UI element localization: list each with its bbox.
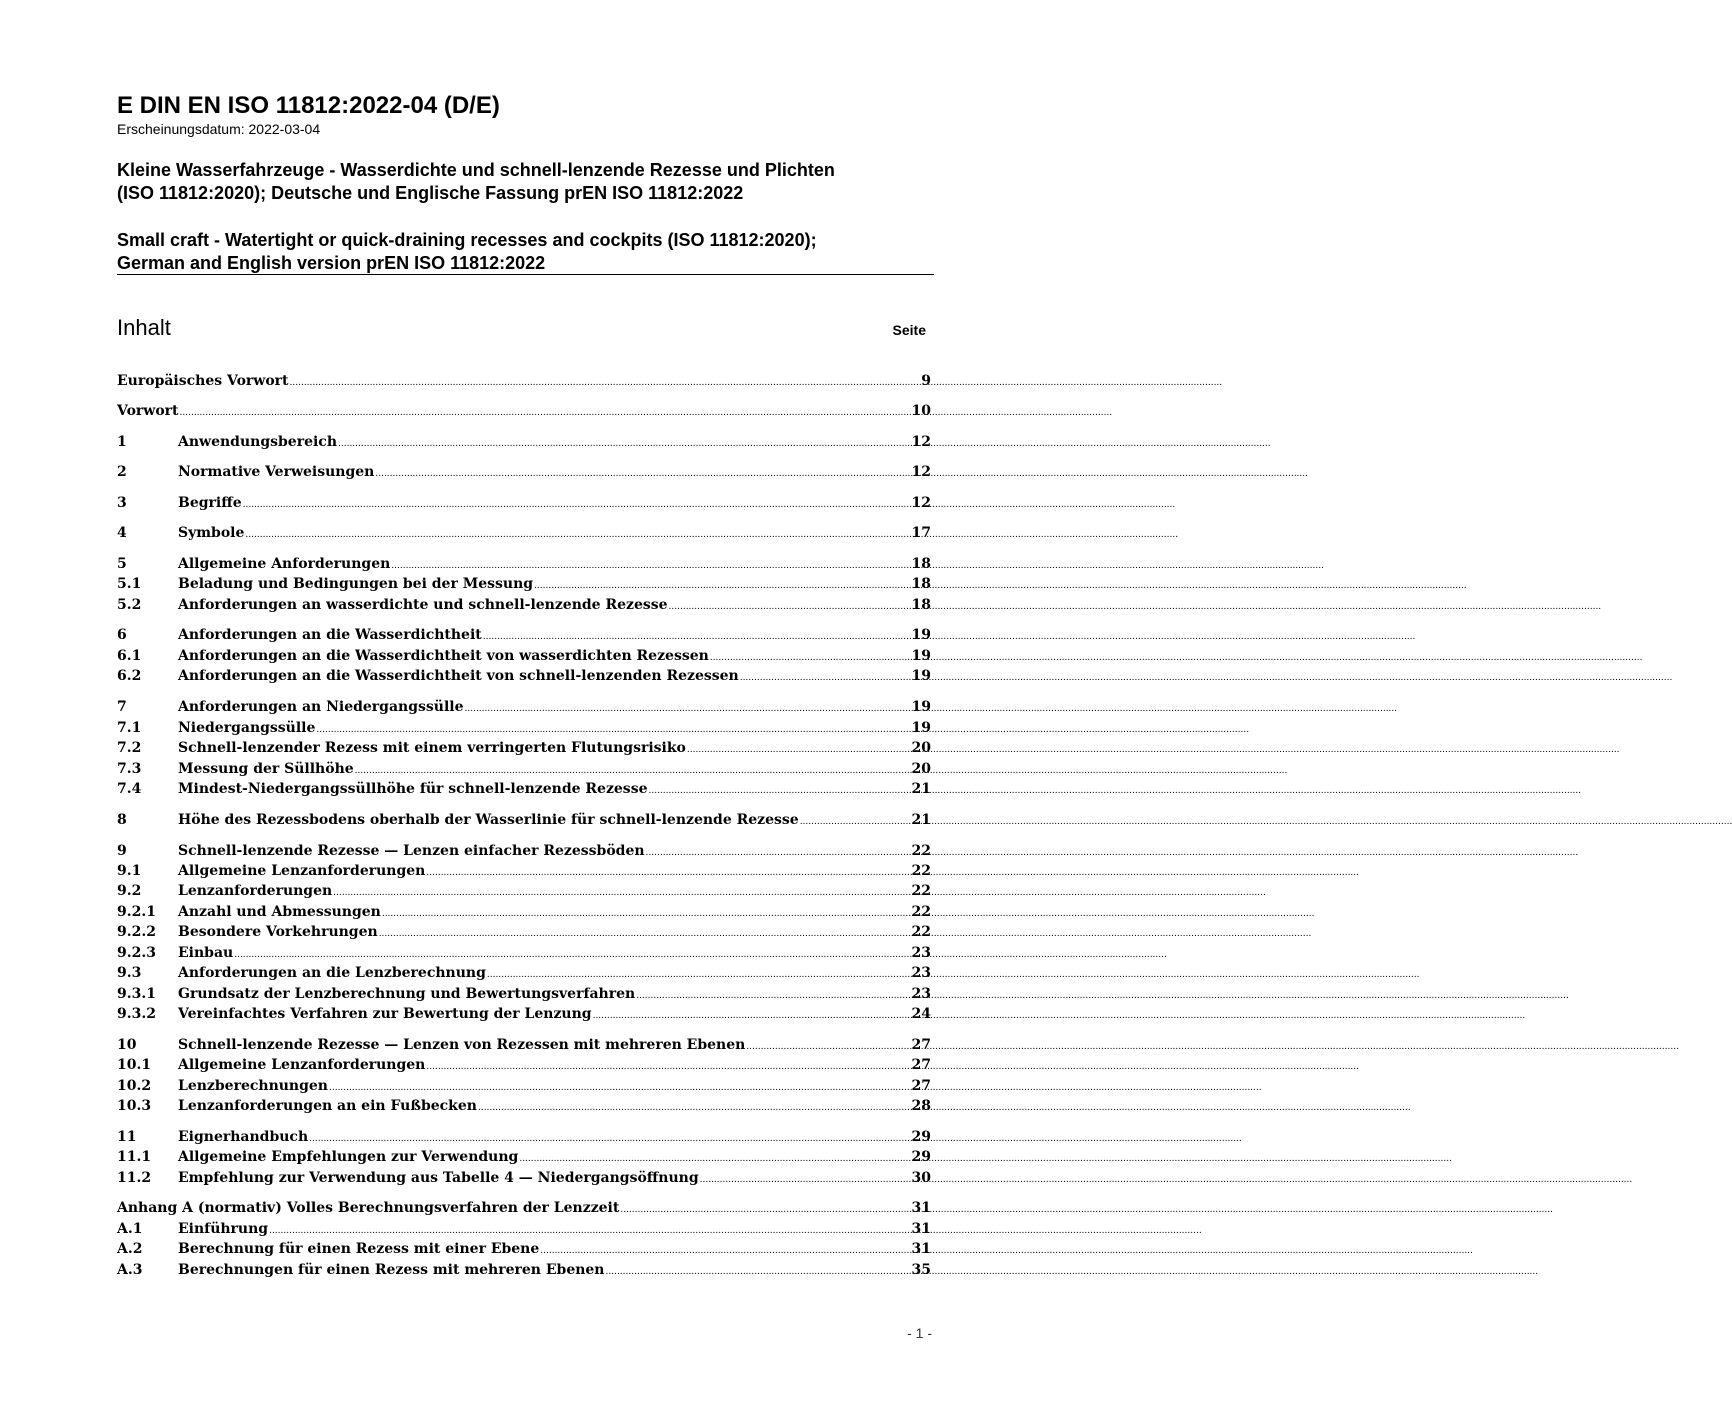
toc-entry-number: 11.2	[117, 1170, 152, 1186]
toc-entry[interactable]	[117, 666, 931, 686]
toc-entry-page: 22	[911, 843, 931, 859]
toc-entry-title: Empfehlung zur Verwendung aus Tabelle 4 — Niedergangsöffnung	[178, 1170, 699, 1186]
toc-entry-number: 9.3.2	[117, 1006, 156, 1022]
toc-dot-leader	[636, 984, 910, 1006]
toc-entry[interactable]	[117, 523, 931, 543]
toc-entry[interactable]	[117, 779, 931, 799]
toc-entry[interactable]	[117, 462, 931, 482]
toc-entry-page: 22	[911, 883, 931, 899]
toc-entry-page: 23	[911, 986, 931, 1002]
toc-entry[interactable]	[117, 493, 931, 513]
title-english-line: German and English version prEN ISO 11812:2022	[117, 253, 546, 273]
toc-entry-title: Anzahl und Abmessungen	[178, 904, 381, 920]
toc-entry-number: 10.3	[117, 1098, 152, 1114]
toc-entry-page: 27	[911, 1037, 931, 1053]
toc-dot-leader	[243, 493, 911, 515]
toc-entry-page: 27	[911, 1057, 931, 1073]
toc-entry-title: Besondere Vorkehrungen	[178, 924, 378, 940]
toc-entry-page: 20	[911, 740, 931, 756]
toc-dot-leader	[700, 1168, 911, 1190]
toc-entry-title: Allgemeine Empfehlungen zur Verwendung	[178, 1149, 519, 1165]
toc-entry-page: 17	[911, 525, 931, 541]
toc-entry-page: 29	[911, 1149, 931, 1165]
toc-entry-title: Einbau	[178, 945, 234, 961]
toc-entry-page: 31	[911, 1221, 931, 1237]
toc-dot-leader	[333, 881, 910, 903]
toc-entry[interactable]	[117, 595, 931, 615]
toc-entry-page: 12	[911, 434, 931, 450]
toc-entry-page: 31	[911, 1241, 931, 1257]
toc-entry-title: Allgemeine Lenzanforderungen	[178, 1057, 426, 1073]
title-german-line: (ISO 11812:2020); Deutsche und Englische Fassung prEN ISO 11812:2022	[117, 183, 744, 203]
toc-dot-leader	[338, 432, 911, 454]
toc-entry-title: Beladung und Bedingungen bei der Messung	[178, 576, 534, 592]
title-german-line: Kleine Wasserfahrzeuge - Wasserdichte und schnell-lenzende Rezesse und Plichten	[117, 160, 835, 180]
toc-entry-title: Mindest-Niedergangssüllhöhe für schnell-lenzende Rezesse	[178, 781, 648, 797]
toc-entry[interactable]	[117, 697, 931, 717]
toc-entry-number: 9.2.3	[117, 945, 156, 961]
toc-entry-page: 27	[911, 1078, 931, 1094]
toc-entry-title: Lenzanforderungen	[178, 883, 333, 899]
toc-dot-leader	[648, 779, 910, 801]
toc-entry[interactable]	[117, 1260, 931, 1280]
toc-entry-page: 19	[911, 699, 931, 715]
toc-dot-leader	[593, 1004, 911, 1026]
title-english	[117, 229, 937, 275]
title-english-line: Small craft - Watertight or quick-draining recesses and cockpits (ISO 11812:2020);	[117, 230, 817, 250]
toc-entry-number: 8	[117, 812, 127, 828]
toc-dot-leader	[379, 922, 911, 944]
toc-entry-title: Allgemeine Lenzanforderungen	[178, 863, 426, 879]
toc-entry[interactable]	[117, 1076, 931, 1096]
toc-entry[interactable]	[117, 574, 931, 594]
toc-entry-title: Lenzberechnungen	[178, 1078, 328, 1094]
toc-entry-title: Anwendungsbereich	[178, 434, 337, 450]
toc-entry[interactable]	[117, 1035, 931, 1055]
toc-entry-title: Anforderungen an wasserdichte und schnell-lenzende Rezesse	[178, 597, 668, 613]
toc-entry-title: Anforderungen an die Wasserdichtheit	[178, 627, 482, 643]
toc-entry[interactable]	[117, 401, 931, 421]
toc-entry-title: Schnell-lenzende Rezesse — Lenzen von Rezessen mit mehreren Ebenen	[178, 1037, 746, 1053]
toc-entry-page: 18	[911, 576, 931, 592]
toc-entry-title: Schnell-lenzende Rezesse — Lenzen einfacher Rezessböden	[178, 843, 645, 859]
toc-entry-page: 21	[911, 781, 931, 797]
toc-entry-page: 19	[911, 648, 931, 664]
toc-entry-number: 9.2.2	[117, 924, 156, 940]
toc-dot-leader	[620, 1198, 910, 1220]
toc-dot-leader	[234, 943, 910, 965]
toc-entry[interactable]	[117, 861, 931, 881]
toc-entry-number: Vorwort	[117, 403, 179, 419]
toc-dot-leader	[746, 1035, 910, 1057]
toc-entry-number: 7.3	[117, 761, 142, 777]
toc-dot-leader	[391, 554, 910, 576]
toc-entry-title: Höhe des Rezessbodens oberhalb der Wasserlinie für schnell-lenzende Rezesse	[178, 812, 799, 828]
toc-entry-number: 5	[117, 556, 127, 572]
toc-entry-number: 7.1	[117, 720, 142, 736]
toc-entry-title: Vereinfachtes Verfahren zur Bewertung der Lenzung	[178, 1006, 592, 1022]
toc-dot-leader	[534, 574, 910, 596]
toc-entry-title: Messung der Süllhöhe	[178, 761, 354, 777]
toc-entry[interactable]	[117, 1239, 931, 1259]
toc-entry-number: 11.1	[117, 1149, 152, 1165]
toc-entry-title: Einführung	[178, 1221, 269, 1237]
toc-dot-leader	[355, 759, 911, 781]
publication-date: Erscheinungsdatum: 2022-03-04	[117, 121, 321, 137]
toc-entry-title: Grundsatz der Lenzberechnung und Bewertungsverfahren	[178, 986, 636, 1002]
toc-entry-number: 4	[117, 525, 127, 541]
toc-entry-number: 2	[117, 464, 127, 480]
toc-entry[interactable]	[117, 1004, 931, 1024]
footer-page-number: - 1 -	[907, 1325, 932, 1341]
toc-dot-leader	[465, 697, 911, 719]
toc-entry-title: Anforderungen an die Lenzberechnung	[178, 965, 486, 981]
toc-entry-page: 19	[911, 668, 931, 684]
toc-entry[interactable]	[117, 625, 931, 645]
toc-entry-title: Niedergangssülle	[178, 720, 316, 736]
document-id: E DIN EN ISO 11812:2022-04 (D/E)	[117, 92, 500, 119]
toc-entry-number: 9.2.1	[117, 904, 156, 920]
toc-entry[interactable]	[117, 371, 931, 391]
toc-entry[interactable]	[117, 1219, 931, 1239]
toc-entry-number: 6.1	[117, 648, 142, 664]
toc-entry-page: 9	[921, 373, 931, 389]
toc-entry-number: 11	[117, 1129, 137, 1145]
toc-entry-number: 7	[117, 699, 127, 715]
title-german	[117, 159, 937, 205]
toc-entry[interactable]	[117, 922, 931, 942]
toc-entry[interactable]	[117, 1147, 931, 1167]
toc-dot-leader	[478, 1096, 911, 1118]
toc-entry[interactable]	[117, 738, 931, 758]
toc-entry-number: 9	[117, 843, 127, 859]
toc-entry-number: 6.2	[117, 668, 142, 684]
toc-entry-number: A.3	[117, 1262, 143, 1278]
toc-entry-number: 7.2	[117, 740, 142, 756]
toc-entry-page: 23	[911, 945, 931, 961]
toc-entry-number: 1	[117, 434, 127, 450]
toc-entry[interactable]	[117, 554, 931, 574]
toc-dot-leader	[687, 738, 911, 760]
toc-entry-number: A.2	[117, 1241, 143, 1257]
toc-entry[interactable]	[117, 841, 931, 861]
toc-dot-leader	[483, 625, 911, 647]
toc-entry-page: 24	[911, 1006, 931, 1022]
toc-entry-page: 22	[911, 924, 931, 940]
toc-heading: Inhalt	[117, 315, 171, 340]
toc-dot-leader	[519, 1147, 910, 1169]
toc-entry-number: 9.2	[117, 883, 142, 899]
toc-entry-number: A.1	[117, 1221, 143, 1237]
toc-dot-leader	[710, 646, 911, 668]
toc-entry-page: 22	[911, 863, 931, 879]
toc-entry[interactable]	[117, 646, 931, 666]
toc-dot-leader	[269, 1219, 910, 1241]
toc-dot-leader	[245, 523, 910, 545]
toc-entry-page: 21	[911, 812, 931, 828]
toc-entry-title: Symbole	[178, 525, 245, 541]
toc-entry-title: Berechnung für einen Rezess mit einer Ebene	[178, 1241, 540, 1257]
toc-dot-leader	[606, 1260, 911, 1282]
toc-entry-page: 19	[911, 627, 931, 643]
toc-entry-page: 20	[911, 761, 931, 777]
toc-entry-page: 31	[911, 1200, 931, 1216]
toc-entry[interactable]	[117, 881, 931, 901]
toc-entry-title: Normative Verweisungen	[178, 464, 375, 480]
toc-entry-page: 23	[911, 965, 931, 981]
toc-entry-page: 18	[911, 556, 931, 572]
toc-dot-leader	[646, 841, 911, 863]
toc-entry[interactable]	[117, 1055, 931, 1075]
toc-dot-leader	[800, 810, 911, 832]
toc-entry-title: Eignerhandbuch	[178, 1129, 309, 1145]
toc-entry[interactable]	[117, 984, 931, 1004]
toc-dot-leader	[290, 371, 921, 393]
toc-entry-page: 12	[911, 464, 931, 480]
toc-entry-title: Anforderungen an die Wasserdichtheit von schnell-lenzenden Rezessen	[178, 668, 739, 684]
toc-dot-leader	[740, 666, 911, 688]
toc-dot-leader	[540, 1239, 910, 1261]
toc-entry-number: Europäisches Vorwort	[117, 373, 289, 389]
toc-entry-title: Schnell-lenzender Rezess mit einem verringerten Flutungsrisiko	[178, 740, 686, 756]
toc-entry-number: 10	[117, 1037, 137, 1053]
toc-entry[interactable]	[117, 1096, 931, 1116]
toc-dot-leader	[487, 963, 911, 985]
toc-entry-number: Anhang A (normativ) Volles Berechnungsverfahren der Lenzzeit	[117, 1200, 620, 1216]
toc-entry-number: 9.3.1	[117, 986, 156, 1002]
toc-entry[interactable]	[117, 1168, 931, 1188]
toc-entry-title: Anforderungen an die Wasserdichtheit von wasserdichten Rezessen	[178, 648, 709, 664]
toc-dot-leader	[316, 718, 910, 740]
toc-entry-number: 6	[117, 627, 127, 643]
toc-entry-title: Allgemeine Anforderungen	[178, 556, 391, 572]
toc-entry-title: Begriffe	[178, 495, 242, 511]
toc-entry-page: 12	[911, 495, 931, 511]
toc-entry-title: Lenzanforderungen an ein Fußbecken	[178, 1098, 477, 1114]
toc-entry-page: 28	[911, 1098, 931, 1114]
toc-entry[interactable]	[117, 718, 931, 738]
toc-entry-page: 29	[911, 1129, 931, 1145]
toc-entry[interactable]	[117, 810, 931, 830]
toc-entry-number: 10.1	[117, 1057, 152, 1073]
toc-dot-leader	[426, 1055, 910, 1077]
toc-dot-leader	[375, 462, 910, 484]
toc-dot-leader	[309, 1127, 910, 1149]
toc-dot-leader	[329, 1076, 911, 1098]
toc-entry-number: 10.2	[117, 1078, 152, 1094]
toc-entry-title: Anforderungen an Niedergangssülle	[178, 699, 464, 715]
toc-entry[interactable]	[117, 1198, 931, 1218]
toc-entry-number: 9.1	[117, 863, 142, 879]
toc-page-column-label: Seite	[892, 322, 926, 338]
toc-entry-number: 9.3	[117, 965, 142, 981]
toc-entry-page: 35	[911, 1262, 931, 1278]
header-divider	[117, 274, 934, 275]
toc-entry[interactable]	[117, 902, 931, 922]
toc-entry-number: 5.2	[117, 597, 142, 613]
toc-entry[interactable]	[117, 759, 931, 779]
toc-entry-number: 3	[117, 495, 127, 511]
toc-entry-number: 7.4	[117, 781, 142, 797]
toc-entry-page: 30	[911, 1170, 931, 1186]
toc-entry-title: Berechnungen für einen Rezess mit mehreren Ebenen	[178, 1262, 605, 1278]
toc-entry-page: 18	[911, 597, 931, 613]
toc-entry-number: 5.1	[117, 576, 142, 592]
toc-dot-leader	[180, 401, 911, 423]
toc-dot-leader	[426, 861, 910, 883]
toc-entry[interactable]	[117, 432, 931, 452]
toc-entry[interactable]	[117, 1127, 931, 1147]
toc-entry-page: 19	[911, 720, 931, 736]
toc-entry[interactable]	[117, 963, 931, 983]
toc-entry-page: 10	[911, 403, 931, 419]
toc-entry[interactable]	[117, 943, 931, 963]
toc-dot-leader	[669, 595, 911, 617]
toc-dot-leader	[382, 902, 911, 924]
toc-entry-page: 22	[911, 904, 931, 920]
